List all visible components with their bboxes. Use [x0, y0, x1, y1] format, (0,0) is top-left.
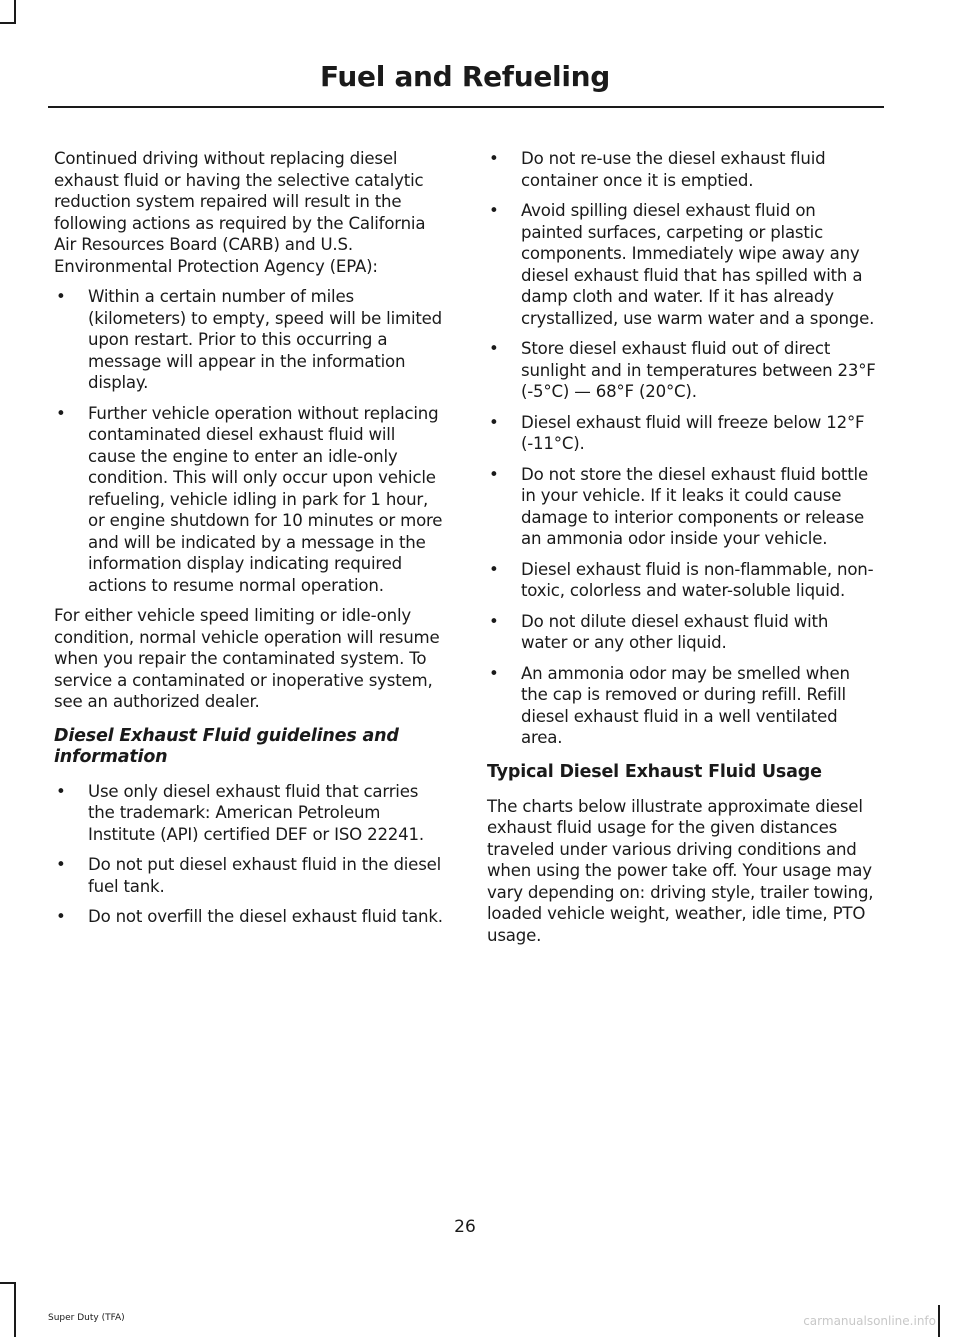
list-item [54, 781, 446, 846]
list-item [487, 559, 879, 602]
guidelines-list [54, 781, 446, 928]
bullet-icon: • [489, 201, 499, 220]
right-column [487, 148, 879, 955]
bullet-icon: • [489, 464, 499, 484]
bullet-icon: • [56, 403, 66, 423]
intro-paragraph: Continued driving without replacing diesel exhaust fluid or having the selective catalytic reduction system repaired will result in the following actions as required by the California Air Resources Board (CARB) and U.S. Environmental Protection Agency (EPA): [54, 149, 426, 276]
page-number: 26 [454, 1217, 476, 1237]
list-item [54, 854, 446, 897]
list-item-text: Store diesel exhaust fluid out of direct sunlight and in temperatures between 23°F (-5°C) — 68°F (20°C). [521, 339, 876, 401]
list-item-text: Diesel exhaust fluid is non-flammable, non-toxic, colorless and water-soluble liquid. [521, 559, 874, 600]
list-item-text: Diesel exhaust fluid will freeze below 12°F (-11°C). [521, 412, 865, 453]
list-item-text: Do not dilute diesel exhaust fluid with water or any other liquid. [521, 611, 829, 652]
list-item [487, 412, 879, 455]
bullet-icon: • [56, 781, 66, 801]
crop-mark-bottom-left-horizontal [0, 1282, 16, 1284]
list-item-text: Use only diesel exhaust fluid that carries the trademark: American Petroleum Institute (API) certified DEF or ISO 22241. [88, 781, 424, 844]
footer-model-label: Super Duty (TFA) [48, 1313, 125, 1323]
list-item [487, 611, 879, 654]
list-item-text: Do not re-use the diesel exhaust fluid container once it is emptied. [521, 149, 826, 190]
left-column [54, 148, 446, 937]
list-item-text: Do not overfill the diesel exhaust fluid tank. [88, 907, 443, 926]
list-item [54, 403, 446, 597]
crop-mark-bottom-right-vertical [938, 1305, 940, 1337]
consequence-list [54, 286, 446, 596]
page-title: Fuel and Refueling [319, 60, 610, 93]
bullet-icon: • [489, 559, 499, 579]
list-item [54, 286, 446, 394]
list-item-text: Further vehicle operation without replacing contaminated diesel exhaust fluid will cause the engine to enter an idle-only condition. This will only occur upon vehicle refueling, vehicle idling in park for 1 hour, or engine shutdown for 10 minutes or more and will be indicated by a message in the information display indicating required actions to resume normal operation. [88, 403, 443, 595]
header-divider [48, 106, 884, 108]
list-item-text: Do not put diesel exhaust fluid in the diesel fuel tank. [88, 855, 442, 896]
guidelines-list-continued [487, 148, 879, 749]
list-item [487, 663, 879, 749]
bullet-icon: • [489, 149, 499, 168]
list-item [487, 148, 879, 191]
list-item-text: Within a certain number of miles (kilometers) to empty, speed will be limited upon restart. Prior to this occurring a message will appear in the information display. [88, 287, 443, 392]
bullet-icon: • [56, 855, 66, 874]
bullet-icon: • [56, 287, 66, 306]
list-item [487, 464, 879, 550]
list-item [54, 906, 446, 928]
bullet-icon: • [489, 339, 499, 358]
list-item [487, 200, 879, 329]
crop-mark-top-left-vertical [14, 0, 16, 24]
guidelines-heading: Diesel Exhaust Fluid guidelines and information [54, 725, 399, 767]
crop-mark-bottom-left-vertical [14, 1282, 16, 1337]
list-item-text: Do not store the diesel exhaust fluid bottle in your vehicle. If it leaks it could cause damage to interior components or release an ammonia odor inside your vehicle. [521, 464, 868, 548]
crop-mark-top-left-horizontal [0, 22, 16, 24]
list-item [487, 338, 879, 403]
bullet-icon: • [489, 663, 499, 683]
bullet-icon: • [489, 611, 499, 631]
resume-paragraph: For either vehicle speed limiting or idle-only condition, normal vehicle operation will resume when you repair the contaminated system. To service a contaminated or inoperative system, see an authorized dealer. [54, 606, 440, 711]
list-item-text: An ammonia odor may be smelled when the cap is removed or during refill. Refill diesel exhaust fluid in a well ventilated area. [521, 663, 850, 747]
list-item-text: Avoid spilling diesel exhaust fluid on painted surfaces, carpeting or plastic components. Immediately wipe away any diesel exhaust fluid that has spilled with a damp cloth and water. If it has already crystallized, use warm water and a sponge. [521, 201, 875, 328]
bullet-icon: • [489, 412, 499, 432]
usage-paragraph: The charts below illustrate approximate diesel exhaust fluid usage for the given distances traveled under various driving conditions and when using the power take off. Your usage may vary depending on: driving style, trailer towing, loaded vehicle weight, weather, idle time, PTO usage. [487, 796, 874, 945]
bullet-icon: • [56, 907, 66, 926]
usage-heading: Typical Diesel Exhaust Fluid Usage [487, 761, 822, 782]
watermark: carmanualsonline.info [803, 1314, 936, 1328]
